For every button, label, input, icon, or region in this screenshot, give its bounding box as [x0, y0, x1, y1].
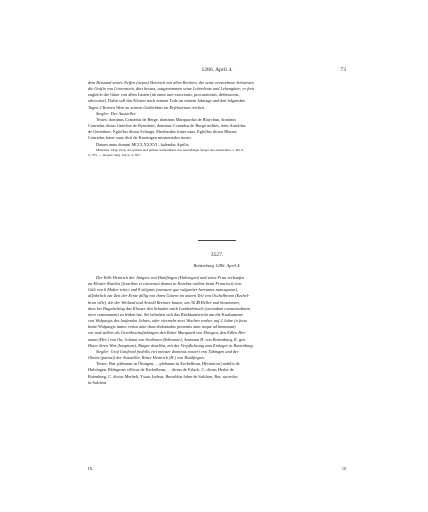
- section-divider: [198, 240, 236, 241]
- text-line: Der Edle Heinrich der Jüngere von Haülfingen (Halvingen) und seine Frau verkaufen: [96, 275, 245, 280]
- place-and-date: Rottenburg 1286. April 4.: [193, 263, 241, 268]
- text-line: dass bei Hagelschlag das Kloster den Schaden nach Landesbrauch (secundum consuetudinem: [88, 305, 251, 311]
- page-number: 73: [340, 67, 346, 73]
- sealer-line: Siegler: Graf Gottfried (nobilis vir) meister dominus noster) von Tübingen und der: [96, 348, 239, 354]
- witness-line: Rotenburg, C. dictus Merhelt, Ysaac Judeus, Bertoldus faber de Sulchen, Bur. sacerdos: [88, 373, 238, 379]
- witness-line: Testes: dominus Conradus de Berge, dominus Marquardus de Blaychun, dominus: [96, 116, 237, 122]
- text-line: terre communem) zu leiden hat. Sie behalten sich das Rückkaufsrecht um die Kaufsumme: [88, 311, 243, 317]
- previous-charter-text: [88, 80, 346, 158]
- text-line: an Kloster Kniebis (fratribus et conventui domus in Kniebus ordinis beati Francisci) eine: [88, 281, 242, 287]
- text-line: Tagen 2 Karren Wein zu seinem Gedächtnis im Refektorium reichen.: [88, 104, 206, 110]
- document-number: 3527.: [210, 252, 224, 258]
- witness-line: Conradus frater suus dicti de Knoringen ministeriales nostri.: [88, 135, 192, 141]
- text-line: alljährlich zur Zeit der Ernte fällig von ihren Gütern im untern Teil von Oschelbronn (Ezchel-: [88, 293, 250, 299]
- running-header: [88, 67, 346, 75]
- text-line: beate Walpurgis immo verius ante duas ebdomadas presentis anni usque ad biennium): [88, 324, 236, 330]
- witness-line: Halvingen, Rfdegerus villicus de Ezchelbrun, . . dictus de Erlach, C. dictus Herler de: [88, 367, 234, 373]
- sealer-line: Siegler: Der Aussteller.: [96, 110, 137, 116]
- text-line: dem Beistand seines Neffen (nepos) Heinrich mit allen Rechten, die seine verstorbene Schwester,: [88, 80, 255, 85]
- text-line: Gült von 6 Malter tritici und 8 siliginis (mensure que vulgariter herrames nuncupatur),: [88, 287, 239, 293]
- text-line: zugleich die Güter von allen Lasten (ab omni iure exactionis, procurationis, defensionis,: [88, 92, 240, 98]
- charter-3527-text: [88, 275, 346, 386]
- text-line: die Gräfin von Löwenstein, dort besass, ausgenommen seine Lehenleute und Lehengüter; er freit: [88, 86, 255, 92]
- source-note: München. Orig. Perg. An grünen und gelben Seidenfäden das beschädigte Siegel des Ausstellers, s. Bd. 6: [96, 147, 244, 152]
- dating-clause: Datum anno domini MCCLXXXVI., kalendas Aprilis.: [96, 141, 190, 147]
- text-line: vor und stellen als Gewährschaftsbürgen den Ritter Marquard von Ehingen, den Edlen Her-: [88, 330, 247, 336]
- text-line: advocatie). Dafür soll das Kloster nach seinem Tode an seinem Jahrtage und den folgenden: [88, 98, 245, 104]
- sheet-number: 10: [341, 466, 346, 471]
- header-title: 1286. April 4.: [201, 67, 233, 73]
- volume-signature: IX.: [88, 466, 94, 471]
- page-footer: [88, 466, 346, 472]
- source-note: S. 375. — Regest: Reg. boica, 4, 305.: [88, 152, 141, 157]
- witness-line: Conradus dictus Gnöchse de Rymsbart, dominus Cvnradus de Burgö milites, item Arnoldus: [88, 123, 246, 129]
- text-line: brun ville), die der Weiland und Arnold Brenner bauen, um 36 ℔ Heller und bestimmen,: [88, 299, 240, 305]
- sealer-line: Oheim (patruti) der Aussteller, Ritter Heinrich (H.) von Haülfingen.: [88, 355, 205, 361]
- text-line: von Walpurgis des laufenden Jahres, oder viermehr zwei Wochen vorher, auf 2 Jahre (a festo: [88, 318, 248, 324]
- text-line: mann (Her.) von Oa, Johann von Seebronn (Sebrunne), Ammann H. von Rottenburg, K. gen.: [88, 336, 247, 342]
- witness-line: de Gerenberc, Egloffus dictus Schrage, Eberhardus frater suus, Egloffus dictus Blarrar,: [88, 129, 238, 135]
- witness-line: Testes: Bur. plebanus in Öttingen, . . plebanus in Ezchelbrun, H[einricus] nobilis de: [96, 361, 240, 367]
- witness-line: in Sulchen.: [88, 379, 108, 385]
- text-line: Huter ihren Wirt (hospitem), Bürger daselbst, mit der Verpflichtung zum Einlager in Rottenburg.: [88, 342, 254, 348]
